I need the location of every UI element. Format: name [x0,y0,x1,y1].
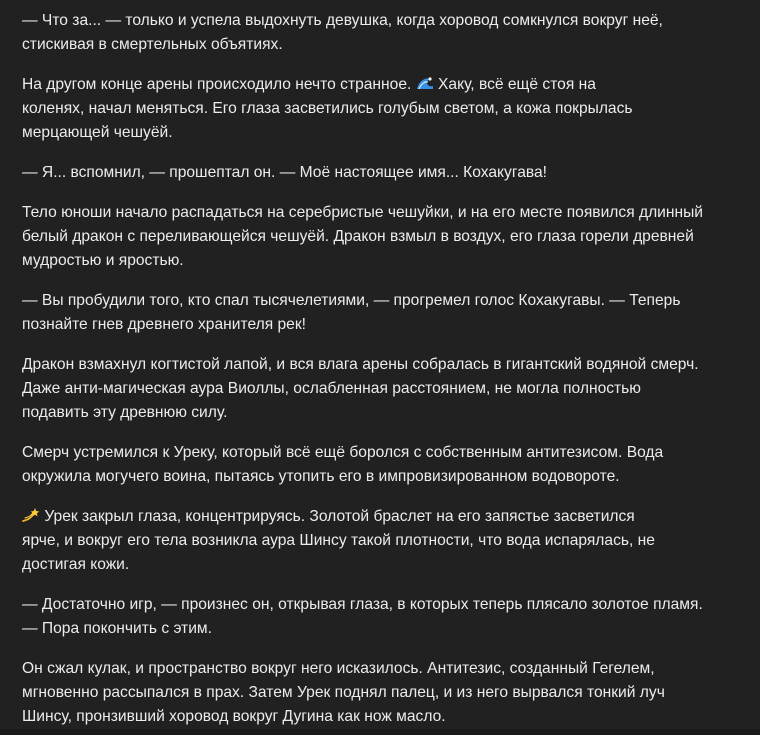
paragraph-7: Смерч устремился к Уреку, который всё ещё боролся с собственным антитезисом. Вода окружила могучего воина, пытаясь утопить его в импровизированном водовороте. [22,444,664,485]
wave-icon [416,75,434,91]
bottom-divider [0,729,760,735]
paragraph-2-before: На другом конце арены происходило нечто странное. [22,76,416,93]
paragraph-3: — Я... вспомнил, — прошептал он. — Моё настоящее имя... Кохакугава! [22,164,547,181]
paragraph-6: Дракон взмахнул когтистой лапой, и вся влага арены собралась в гигантский водяной смерч. Даже анти-магическая аура Виоллы, ослабленная расстоянием, не могла полностью подавить эту древнюю силу. [22,356,699,421]
paragraph-2 [22,73,633,145]
paragraph-2-after: Хаку, всё ещё стоя на коленях, начал меняться. Его глаза засветились голубым светом, а кожа покрылась мерцающей чешуёй. [22,76,633,141]
paragraph-5: — Вы пробудили того, кто спал тысячелетиями, — прогремел голос Кохакугавы. — Теперь познайте гнев древнего хранителя рек! [22,292,681,333]
paragraph-4: Тело юноши начало распадаться на серебристые чешуйки, и на его месте появился длинный белый дракон с переливающейся чешуёй. Дракон взмыл в воздух, его глаза горели древней мудростью и яростью. [22,204,704,269]
paragraph-9: — Достаточно игр, — произнес он, открывая глаза, в которых теперь плясало золотое пламя. — Пора покончить с этим. [22,596,703,637]
paragraph-8 [22,505,655,577]
paragraph-1: — Что за... — только и успела выдохнуть девушка, когда хоровод сомкнулся вокруг неё, стискивая в смертельных объятиях. [22,12,663,53]
paragraph-10: Он сжал кулак, и пространство вокруг него исказилось. Антитезис, созданный Гегелем, мгновенно рассыпался в прах. Затем Урек поднял палец, и из него вырвался тонкий луч Шинсу, пронзивший хоровод вокруг Дугина как нож масло. [22,660,665,725]
dizzy-icon [22,507,40,523]
paragraph-8-after: Урек закрыл глаза, концентрируясь. Золотой браслет на его запястье засветился ярче, и вокруг его тела возникла аура Шинсу такой плотности, что вода испарялась, не достигая кожи. [22,508,655,573]
